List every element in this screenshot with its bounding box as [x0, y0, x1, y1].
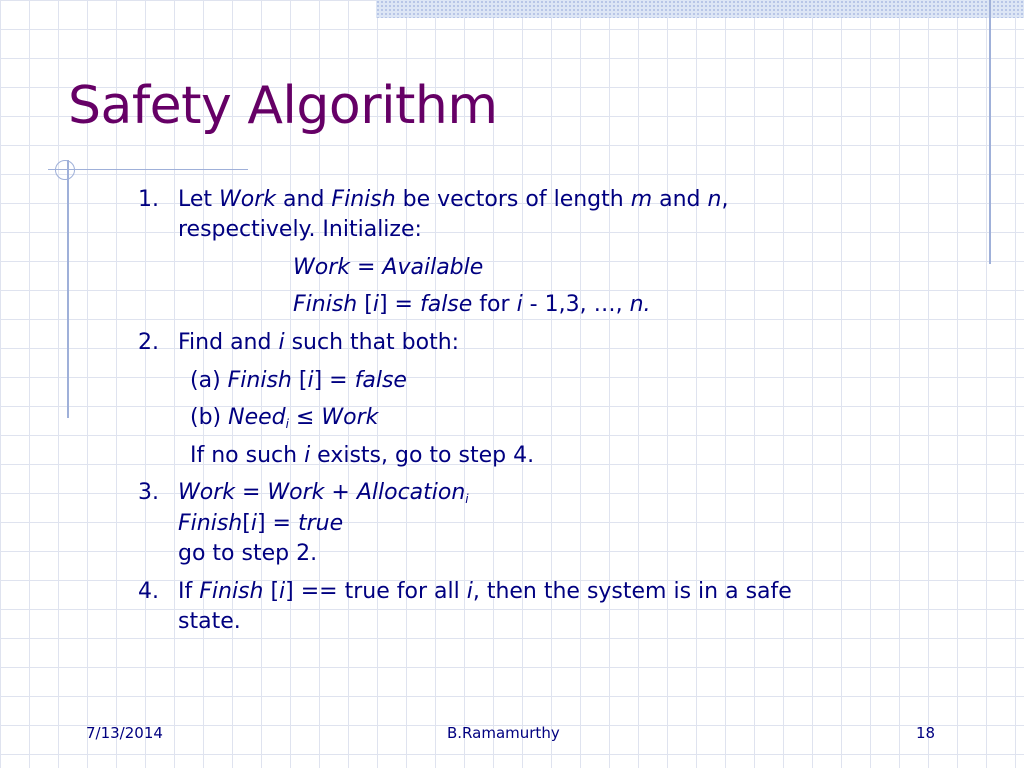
step-1-line-4: Finish [i] = false for i - 1,3, …, n. — [293, 292, 651, 317]
footer-date: 7/13/2014 — [86, 724, 163, 742]
step-2-line-2: (a) Finish [i] = false — [190, 368, 407, 393]
step-2-line-3: (b) Need$_i$ ≤ Work — [190, 405, 379, 431]
step-4-line-2: state. — [178, 609, 241, 634]
footer-author: B.Ramamurthy — [447, 724, 560, 742]
step-4-number: 4. — [138, 579, 159, 604]
step-1-line-2: respectively. Initialize: — [178, 217, 422, 242]
step-3-line-3: go to step 2. — [178, 541, 318, 566]
step-1-line-3: Work = Available — [293, 255, 484, 280]
step-1-number: 1. — [138, 187, 159, 212]
step-2-line-4: If no such i exists, go to step 4. — [190, 443, 535, 468]
step-3-line-2: Finish[i] = true — [178, 511, 344, 536]
step-2-line-1: Find and i such that both: — [178, 330, 460, 355]
step-1-line-1: Let Work and Finish be vectors of length m and n, — [178, 187, 729, 212]
slide-title: Safety Algorithm — [68, 76, 498, 136]
footer-page-number: 18 — [916, 724, 936, 742]
step-4-line-1: If Finish [i] == true for all i, then the system is in a safe — [178, 579, 792, 604]
step-3-number: 3. — [138, 480, 159, 505]
step-3-line-1: Work = Work + Allocation$_i$ — [178, 480, 469, 506]
step-2-number: 2. — [138, 330, 159, 355]
